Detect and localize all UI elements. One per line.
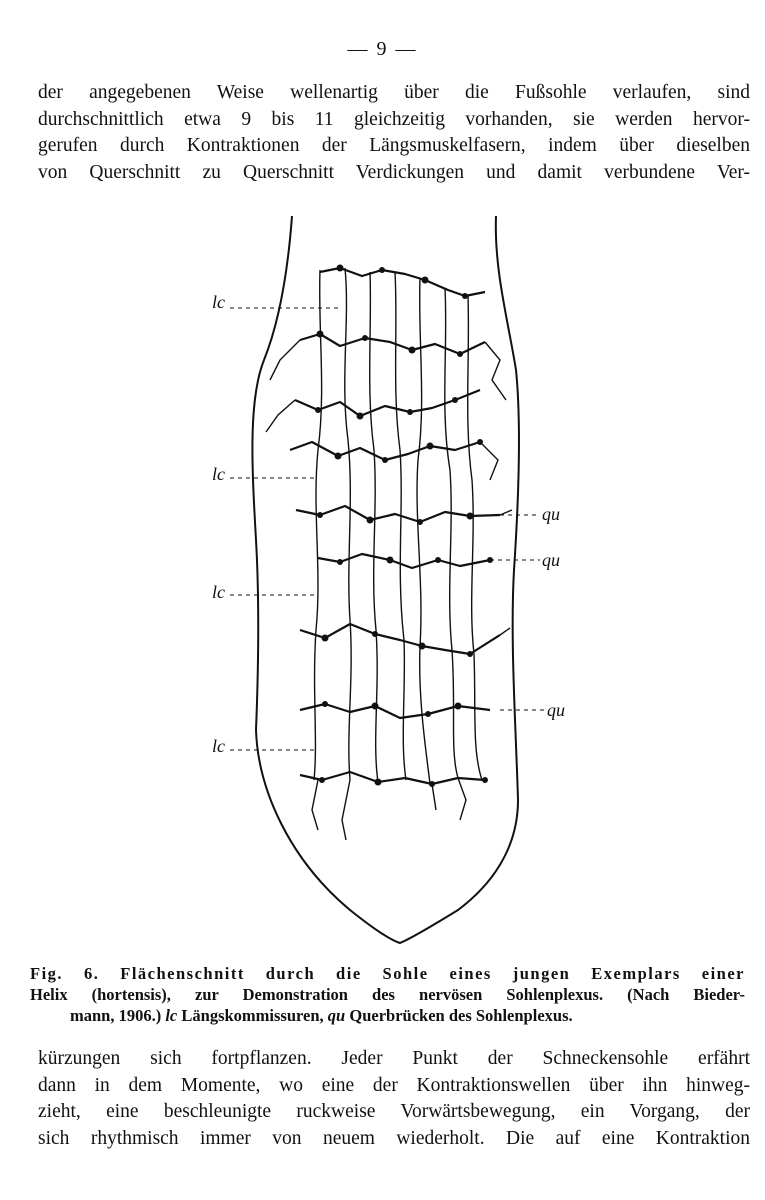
figure-caption xyxy=(30,963,745,1026)
caption-text: Längskommissuren, xyxy=(177,1006,328,1025)
label-qu: qu xyxy=(542,504,560,524)
caption-line: Helix (hortensis), zur Demonstration des nervösen Sohlenplexus. (Nach Bieder- xyxy=(30,985,745,1004)
label-lc: lc xyxy=(212,292,225,312)
caption-line xyxy=(30,1005,745,1026)
caption-abbr-lc: lc xyxy=(165,1006,178,1025)
body-paragraph-bottom xyxy=(38,1046,750,1152)
text-line: gerufen durch Kontraktionen der Längsmuskelfasern, indem über dieselben xyxy=(38,135,750,156)
text-line: der angegebenen Weise wellenartig über die Fußsohle verlaufen, sind xyxy=(38,82,750,103)
caption-text: mann, 1906.) xyxy=(70,1006,162,1025)
text-line: durchschnittlich etwa 9 bis 11 gleichzeitig vorhanden, sie werden hervor- xyxy=(38,108,750,130)
text-line: sich rhythmisch immer von neuem wiederholt. Die auf eine Kontraktion xyxy=(38,1127,750,1149)
caption-abbr-qu: qu xyxy=(327,1006,346,1025)
label-lc: lc xyxy=(212,582,225,602)
text-line: dann in dem Momente, wo eine der Kontraktionswellen über ihn hinweg- xyxy=(38,1074,750,1096)
text-line: kürzungen sich fortpflanzen. Jeder Punkt der Schneckensohle erfährt xyxy=(38,1048,750,1069)
label-qu: qu xyxy=(542,550,560,570)
body-paragraph-top xyxy=(38,80,750,186)
label-lc: lc xyxy=(212,736,225,756)
text-line: zieht, eine beschleunigte ruckweise Vorwärtsbewegung, ein Vorgang, der xyxy=(38,1101,750,1122)
page-number: — 9 — xyxy=(347,38,418,60)
figure-sole-plexus xyxy=(200,210,600,955)
label-lc: lc xyxy=(212,464,225,484)
sole-plexus-drawing xyxy=(200,210,600,955)
caption-text: Querbrücken des Sohlenplexus. xyxy=(345,1006,573,1025)
caption-line: Fig. 6. Flächenschnitt durch die Sohle eines jungen Exemplars einer xyxy=(30,964,745,983)
text-line: von Querschnitt zu Querschnitt Verdickungen und damit verbundene Ver- xyxy=(38,161,750,183)
label-qu: qu xyxy=(547,700,565,720)
sole-outline xyxy=(252,216,519,943)
